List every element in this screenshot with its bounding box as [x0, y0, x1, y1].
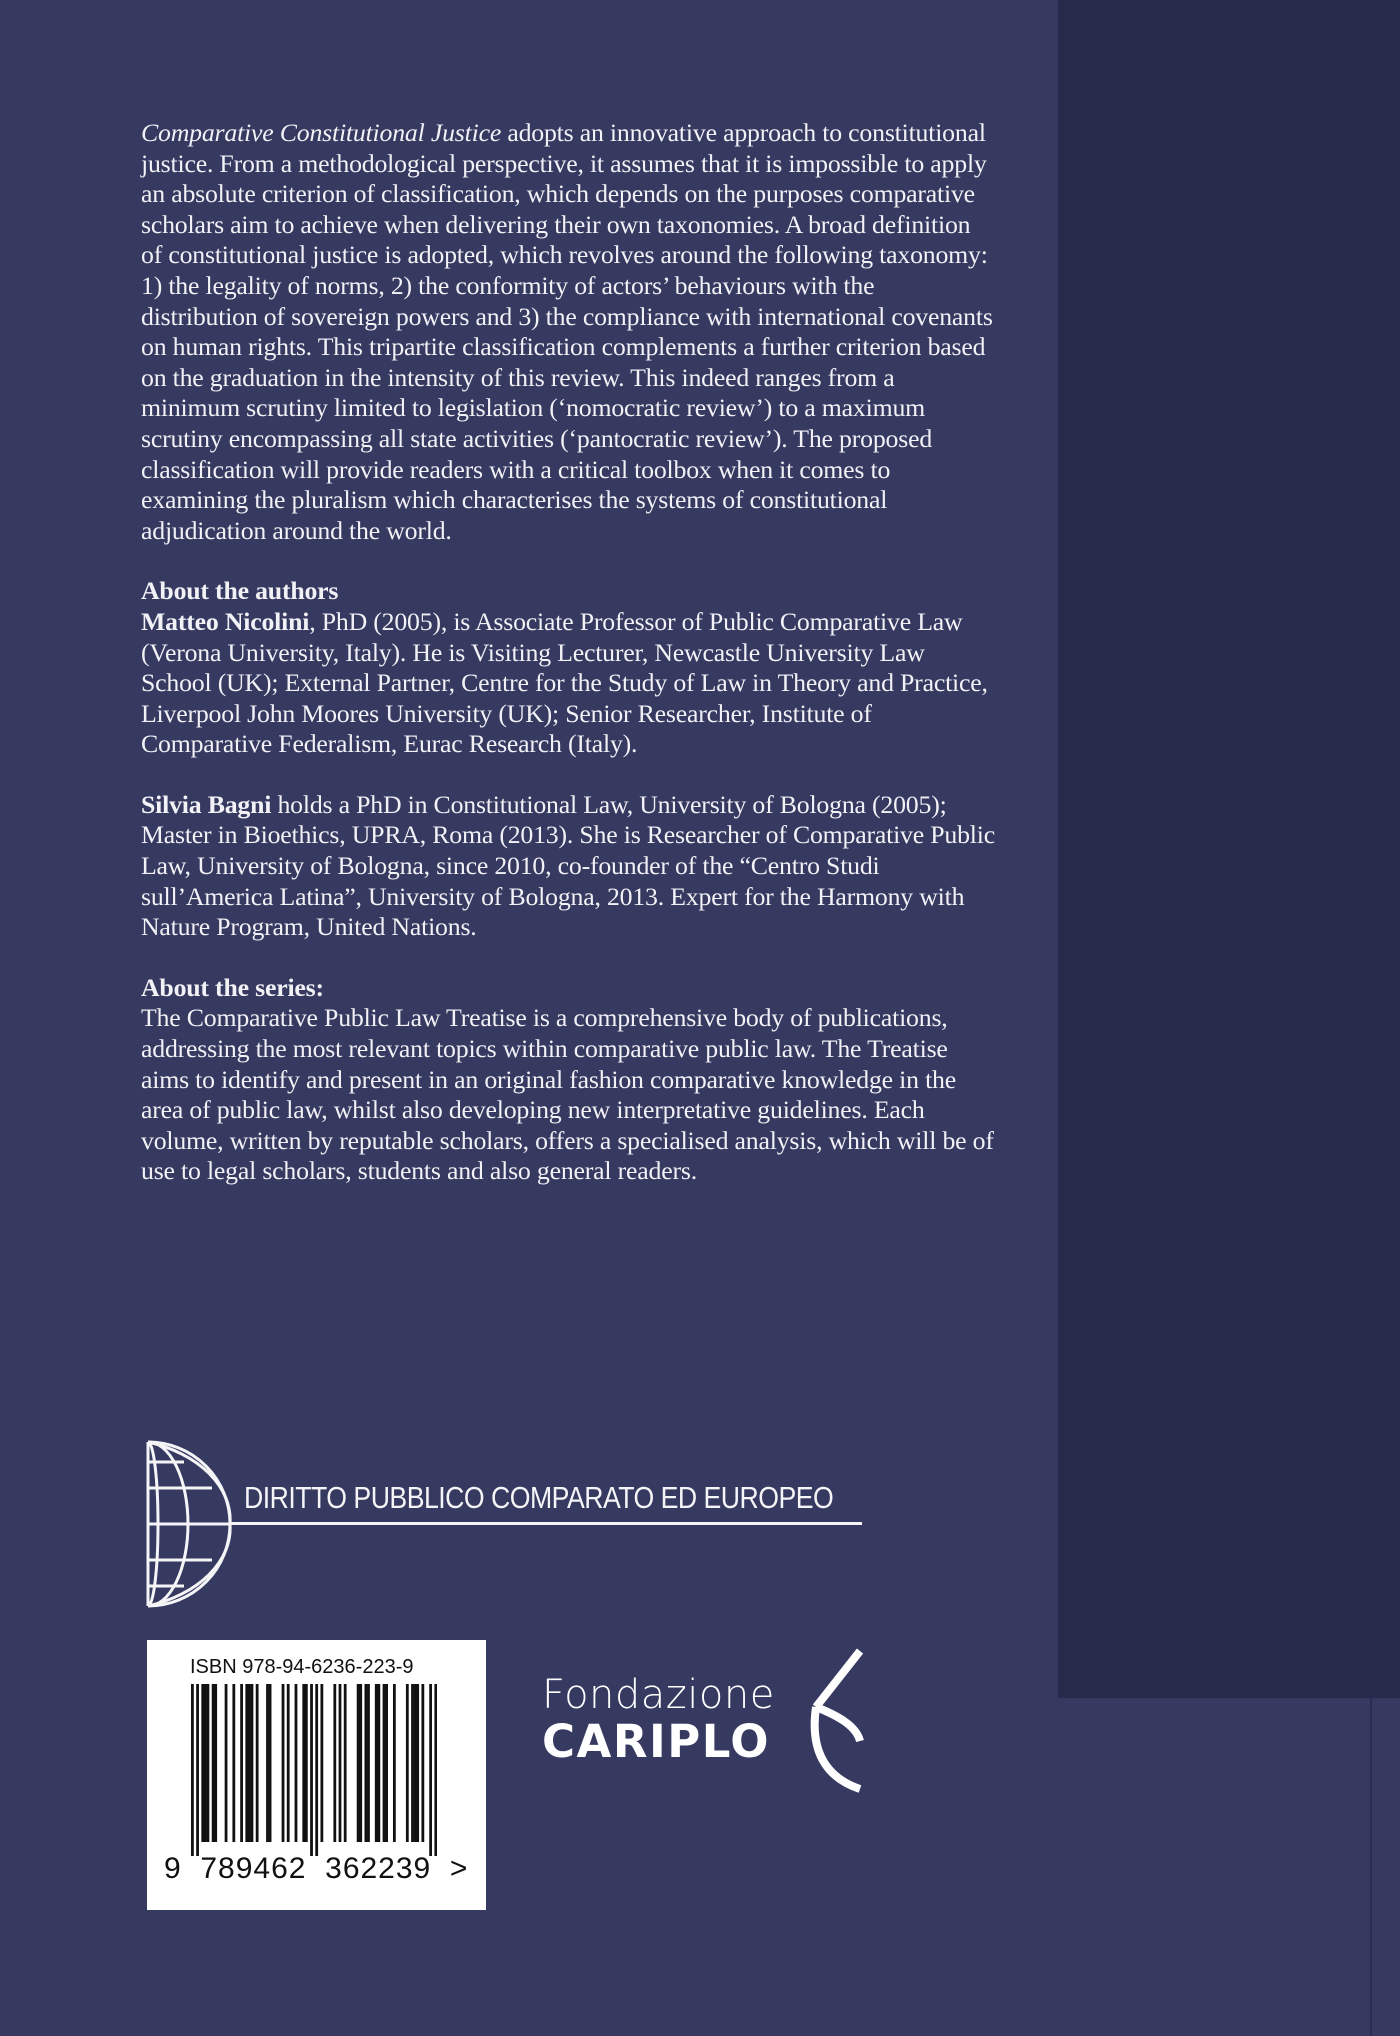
- barcode-bar: [357, 1684, 360, 1842]
- barcode-bar: [295, 1684, 298, 1842]
- authors-heading: About the authors: [141, 576, 339, 606]
- barcode-bar: [315, 1684, 318, 1856]
- barcode-digits: 9 789462 362239 >: [164, 1852, 469, 1885]
- cariplo-mark-icon: [806, 1645, 866, 1795]
- barcode-bar: [411, 1684, 414, 1842]
- barcode-bar: [207, 1684, 210, 1842]
- barcode-bar: [240, 1684, 243, 1842]
- series-logo-rule: [230, 1522, 862, 1525]
- barcode-bar: [204, 1684, 207, 1842]
- barcode-bar: [225, 1684, 228, 1842]
- barcode-bar: [377, 1684, 380, 1842]
- barcode-bar: [414, 1684, 417, 1842]
- author-section-1: [141, 576, 996, 760]
- barcode-bar: [310, 1684, 313, 1856]
- back-cover-text: [141, 118, 996, 1217]
- series-body: The Comparative Public Law Treatise is a comprehensive body of publications, addressing the most relevant topics within comparative public law. The Treatise aims to identify and present in an original fashion comparative knowledge in the area of public law, whilst also developing new interpretative guidelines. Each volume, written by reputable scholars, offers a specialised analysis, which will be of use to legal scholars, students and also general readers.: [141, 1003, 994, 1186]
- barcode-bar: [212, 1684, 215, 1842]
- blurb-body: adopts an innovative approach to constitutional justice. From a methodological perspective, it assumes that it is impossible to apply an absolute criterion of classification, which depends on the purposes comparative scholars aim to achieve when delivering their own taxonomies. A broad definition of constitutional justice is adopted, which revolves around the following taxonomy: 1) the legality of norms, 2) the conformity of actors’ behaviours with the distribution of sovereign powers and 3) the compliance with international covenants on human rights. This tripartite classification complements a further criterion based on the graduation in the intensity of this review. This indeed ranges from a minimum scrutiny limited to legislation (‘nomocratic review’) to a maximum scrutiny encompassing all state activities (‘pantocratic review’). The proposed classification will provide readers with a critical toolbox when it comes to examining the pluralism which characterises the systems of constitutional adjudication around the world.: [141, 118, 993, 545]
- barcode-bar: [302, 1684, 305, 1842]
- barcode-bar: [421, 1684, 424, 1842]
- barcode-bar: [367, 1684, 370, 1842]
- isbn-label: ISBN 978-94-6236-223-9: [190, 1656, 414, 1678]
- barcode-bar: [416, 1684, 419, 1842]
- barcode-bar: [287, 1684, 290, 1842]
- barcode-bar: [434, 1684, 437, 1856]
- barcode-bar: [282, 1684, 285, 1842]
- barcode-bar: [359, 1684, 362, 1842]
- book-title-italic: Comparative Constitutional Justice: [141, 118, 502, 147]
- barcode-bar: [251, 1684, 254, 1842]
- series-logo-text: DIRITTO PUBBLICO COMPARATO ED EUROPEO: [244, 1480, 834, 1515]
- barcode-bar: [214, 1684, 217, 1842]
- spine-edge: [1370, 1698, 1372, 2036]
- barcode-bar: [429, 1684, 432, 1856]
- spine-panel: [1058, 0, 1400, 1698]
- barcode-bar: [375, 1684, 378, 1842]
- barcode-bar: [393, 1684, 396, 1842]
- author-name-2: Silvia Bagni: [141, 789, 272, 819]
- sponsor-line-1: Fondazione: [542, 1672, 775, 1718]
- barcode-bar: [191, 1684, 194, 1856]
- barcode-bar: [383, 1684, 386, 1842]
- barcode-bar: [385, 1684, 388, 1842]
- barcode-bar: [196, 1684, 199, 1856]
- author-bio-1: , PhD (2005), is Associate Professor of Public Comparative Law (Verona University, Italy). He is Visiting Lecturer, Newcastle University Law School (UK); External Partner, Centre for the Study of Law in Theory and Practice, Liverpool John Moores University (UK); Senior Researcher, Institute of Comparative Federalism, Eurac Research (Italy).: [141, 606, 988, 759]
- author-name-1: Matteo Nicolini: [141, 606, 310, 636]
- barcode-bar: [201, 1684, 204, 1842]
- author-bio-2: holds a PhD in Constitutional Law, University of Bologna (2005); Master in Bioethics, UPRA, Roma (2013). She is Researcher of Comparative Public Law, University of Bologna, since 2010, co-founder of the “Centro Studi sull’America Latina”, University of Bologna, 2013. Expert for the Harmony with Nature Program, United Nations.: [141, 789, 995, 942]
- barcode-bars: [191, 1684, 437, 1856]
- barcode-bar: [406, 1684, 409, 1842]
- barcode-bar: [248, 1684, 251, 1842]
- barcode-bar: [256, 1684, 259, 1842]
- book-blurb: [141, 118, 996, 546]
- barcode-bar: [269, 1684, 272, 1842]
- barcode-bar: [333, 1684, 336, 1842]
- sponsor-line-2: CARIPLO: [542, 1715, 771, 1768]
- sponsor-logo: [542, 1672, 775, 1766]
- barcode-bar: [266, 1684, 269, 1842]
- isbn-barcode: [147, 1640, 486, 1910]
- series-heading: About the series:: [141, 972, 324, 1002]
- barcode-bar: [320, 1684, 323, 1842]
- author-section-2: [141, 790, 996, 943]
- barcode-bar: [305, 1684, 308, 1842]
- barcode-bar: [232, 1684, 235, 1842]
- barcode-bar: [339, 1684, 342, 1842]
- barcode-bar: [245, 1684, 248, 1842]
- barcode-bar: [344, 1684, 347, 1842]
- series-section: [141, 973, 996, 1187]
- barcode-bar: [364, 1684, 367, 1842]
